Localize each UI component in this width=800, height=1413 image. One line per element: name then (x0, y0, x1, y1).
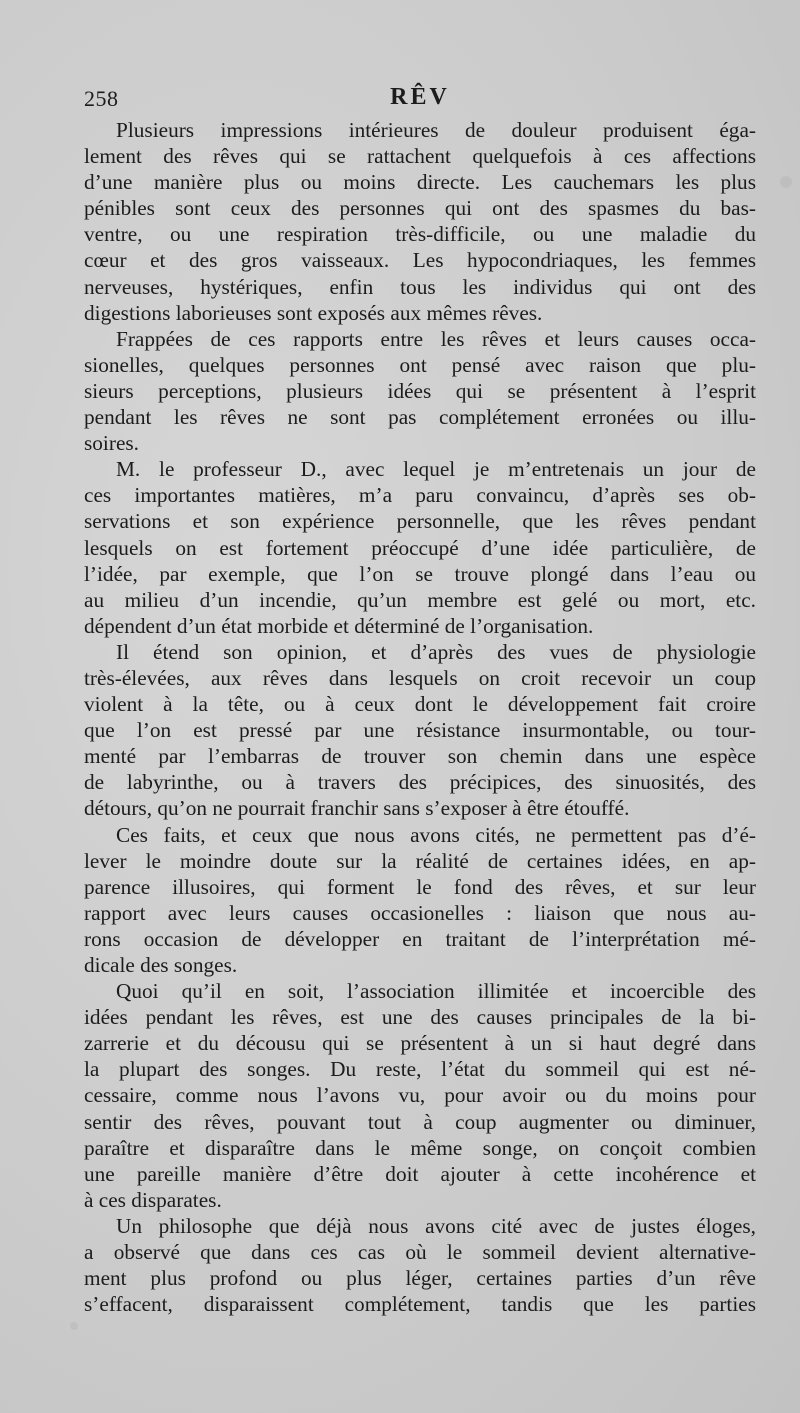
text-line: très-élevées, aux rêves dans lesquels on croit recevoir un coup (84, 665, 756, 690)
text-line: Il étend son opinion, et d’après des vues de physiologie (116, 639, 756, 664)
text-line: détours, qu’on ne pourrait franchir sans s’exposer à être étouffé. (84, 796, 630, 821)
text-line: que l’on est pressé par une résistance insurmontable, ou tour- (84, 718, 756, 743)
ink-spot (780, 176, 792, 188)
text-line: lement des rêves qui se rattachent quelquefois à ces affections (84, 144, 756, 169)
text-line: ventre, ou une respiration très-difficile, ou une maladie du (84, 222, 756, 247)
text-line: a observé que dans ces cas où le sommeil devient alternative- (84, 1240, 756, 1265)
text-line: servations et son expérience personnelle, que les rêves pendant (84, 509, 756, 534)
text-line: lever le moindre doute sur la réalité de certaines idées, en ap- (84, 848, 756, 873)
text-line: d’une manière plus ou moins directe. Les cauchemars les plus (84, 170, 756, 195)
text-line: au milieu d’un incendie, qu’un membre est gelé ou mort, etc. (84, 587, 756, 612)
text-line: idées pendant les rêves, est une des causes principales de la bi- (84, 1005, 756, 1030)
page-body-text (84, 117, 756, 1317)
text-line: rons occasion de développer en traitant de l’interprétation mé- (84, 926, 756, 951)
text-line: sieurs perceptions, plusieurs idées qui se présentent à l’esprit (84, 378, 756, 403)
text-line: violent à la tête, ou à ceux dont le développement fait croire (84, 692, 756, 717)
text-line: dicale des songes. (84, 953, 238, 977)
text-line: l’idée, par exemple, que l’on se trouve plongé dans l’eau ou (84, 561, 756, 586)
text-line: à ces disparates. (84, 1187, 222, 1212)
text-line: rapport avec leurs causes occasionelles : liaison que nous au- (84, 900, 756, 925)
text-line: ces importantes matières, m’a paru convaincu, d’après ses ob- (84, 483, 756, 508)
text-line: pendant les rêves ne sont pas complétement erronées ou illu- (84, 405, 756, 430)
text-line: lesquels on est fortement préoccupé d’une idée particulière, de (84, 535, 756, 560)
text-line: Quoi qu’il en soit, l’association illimitée et incoercible des (116, 979, 756, 1004)
text-line: menté par l’embarras de trouver son chemin dans une espèce (84, 744, 756, 769)
text-line: paraître et disparaître dans le même songe, on conçoit combien (84, 1135, 756, 1160)
text-line: s’effacent, disparaissent complétement, tandis que les parties (84, 1292, 756, 1317)
ink-spot (70, 1322, 78, 1330)
text-line: la plupart des songes. Du reste, l’état du sommeil qui est né- (84, 1057, 756, 1082)
text-line: Frappées de ces rapports entre les rêves et leurs causes occa- (116, 326, 756, 351)
text-line: cœur et des gros vaisseaux. Les hypocondriaques, les femmes (84, 248, 756, 273)
text-line: zarrerie et du décousu qui se présentent à un si haut degré dans (84, 1031, 756, 1056)
text-line: Ces faits, et ceux que nous avons cités, ne permettent pas d’é- (116, 822, 756, 847)
text-line: cessaire, comme nous l’avons vu, pour avoir ou du moins pour (84, 1083, 756, 1108)
text-line: digestions laborieuses sont exposés aux mêmes rêves. (84, 300, 543, 325)
text-line: soires. (84, 431, 140, 456)
text-line: sionelles, quelques personnes ont pensé avec raison que plu- (84, 352, 756, 377)
text-line: ment plus profond ou plus léger, certaines parties d’un rêve (84, 1266, 756, 1291)
text-line: Un philosophe que déjà nous avons cité avec de justes éloges, (116, 1213, 756, 1238)
text-line: nerveuses, hystériques, enfin tous les individus qui ont des (84, 274, 756, 299)
text-line: sentir des rêves, pouvant tout à coup augmenter ou diminuer, (84, 1109, 756, 1134)
text-line: M. le professeur D., avec lequel je m’entretenais un jour de (116, 457, 756, 482)
text-line: Plusieurs impressions intérieures de douleur produisent éga- (116, 118, 756, 142)
text-line: pénibles sont ceux des personnes qui ont des spasmes du bas- (84, 196, 756, 221)
running-head: RÊV (390, 84, 450, 110)
page-header (84, 82, 756, 116)
text-line: une pareille manière d’être doit ajouter à cette incohérence et (84, 1161, 756, 1186)
text-line: dépendent d’un état morbide et déterminé de l’organisation. (84, 613, 594, 638)
page-number: 258 (84, 86, 119, 111)
text-line: parence illusoires, qui forment le fond des rêves, et sur leur (84, 874, 756, 899)
text-line: de labyrinthe, ou à travers des précipices, des sinuosités, des (84, 770, 756, 795)
